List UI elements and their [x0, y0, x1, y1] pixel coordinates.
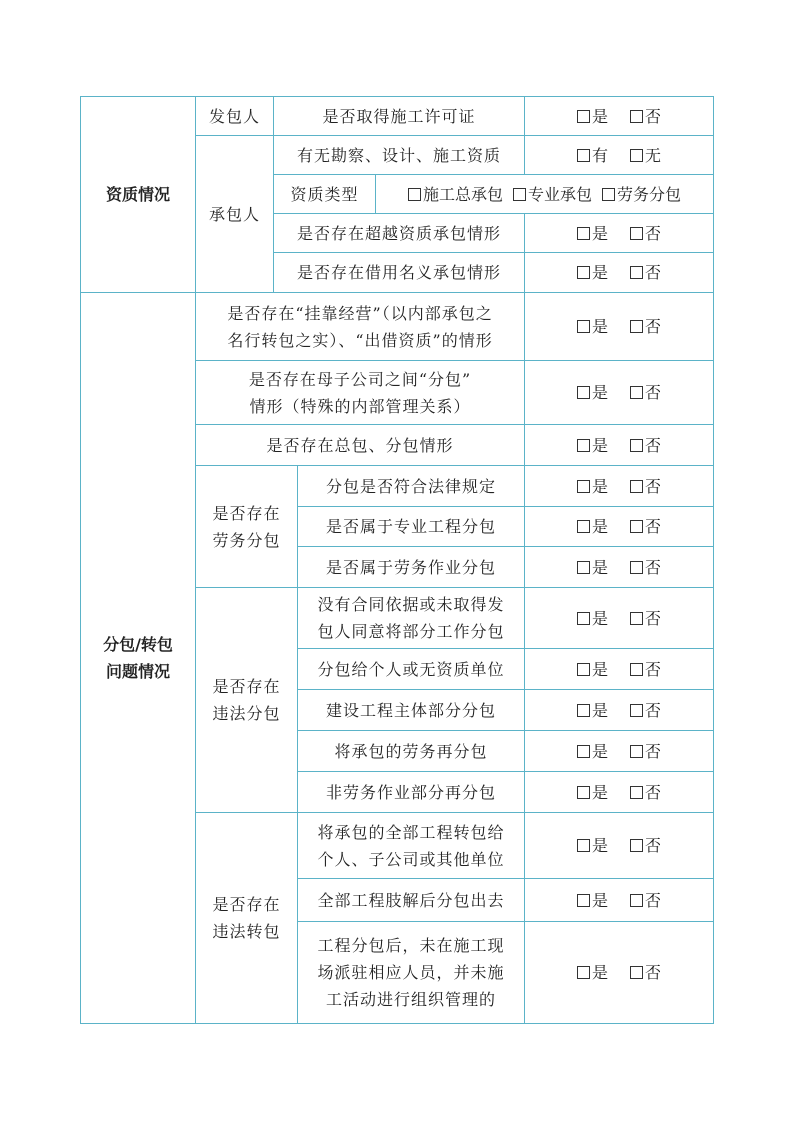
option-yes[interactable]: 是: [577, 959, 608, 986]
exceed-qualification-options: [525, 214, 714, 253]
checkbox[interactable]: [577, 320, 590, 333]
option-no[interactable]: 否: [630, 779, 661, 806]
checkbox[interactable]: [630, 704, 643, 717]
option-no[interactable]: 否: [630, 103, 661, 130]
option-no[interactable]: 否: [630, 738, 661, 765]
option-no[interactable]: 否: [630, 513, 661, 540]
labour-subcontract-label: 是否存在 劳务分包: [196, 466, 298, 588]
checkbox[interactable]: [630, 839, 643, 852]
option-no[interactable]: 否: [630, 432, 661, 459]
option-yes[interactable]: 是: [577, 379, 608, 406]
checkbox[interactable]: [630, 612, 643, 625]
parent-subsidiary-question: 是否存在母子公司之间“分包” 情形（特殊的内部管理关系）: [196, 361, 525, 425]
qualification-type-options: [376, 175, 714, 214]
option-no[interactable]: 否: [630, 379, 661, 406]
labour-item-labour-options: [525, 547, 714, 588]
checkbox[interactable]: [577, 894, 590, 907]
checkbox[interactable]: [630, 745, 643, 758]
checkbox[interactable]: [577, 786, 590, 799]
contractor-survey-options: [525, 136, 714, 175]
general-subcontract-question: 是否存在总包、分包情形: [196, 425, 525, 466]
contractor-survey-question: 有无勘察、设计、施工资质: [274, 136, 525, 175]
option-yes[interactable]: 是: [577, 656, 608, 683]
checkbox[interactable]: [630, 561, 643, 574]
illegal-transfer-label: 是否存在 违法转包: [196, 813, 298, 1024]
option-no[interactable]: 否: [630, 832, 661, 859]
option-yes[interactable]: 是: [577, 738, 608, 765]
section-qualification: 资质情况: [81, 97, 196, 293]
option-no[interactable]: 否: [630, 887, 661, 914]
illegal-transfer-item-dismember: 全部工程肢解后分包出去: [298, 879, 525, 922]
parent-subsidiary-options: [525, 361, 714, 425]
illegal-sub-item-non-labour-resub: 非劳务作业部分再分包: [298, 772, 525, 813]
option-general-contracting[interactable]: 施工总承包: [408, 181, 503, 208]
option-yes[interactable]: 是: [577, 779, 608, 806]
checkbox[interactable]: [577, 439, 590, 452]
option-yes[interactable]: 是: [577, 887, 608, 914]
illegal-transfer-item-whole: 将承包的全部工程转包给 个人、子公司或其他单位: [298, 813, 525, 879]
option-no[interactable]: 否: [630, 313, 661, 340]
checkbox[interactable]: [577, 966, 590, 979]
option-no[interactable]: 否: [630, 473, 661, 500]
option-yes[interactable]: 是: [577, 432, 608, 459]
qualification-type-label: 资质类型: [274, 175, 376, 214]
exceed-qualification-question: 是否存在超越资质承包情形: [274, 214, 525, 253]
checkbox[interactable]: [577, 227, 590, 240]
option-none[interactable]: 无: [630, 142, 661, 169]
checkbox[interactable]: [630, 386, 643, 399]
illegal-sub-item-individual-options: [525, 649, 714, 690]
qualification-form-table: [80, 96, 714, 1024]
checkbox[interactable]: [577, 561, 590, 574]
checkbox[interactable]: [577, 704, 590, 717]
checkbox[interactable]: [577, 386, 590, 399]
option-yes[interactable]: 是: [577, 697, 608, 724]
illegal-subcontract-label: 是否存在 违法分包: [196, 588, 298, 813]
checkbox[interactable]: [630, 786, 643, 799]
illegal-sub-item-labour-resub-options: [525, 731, 714, 772]
checkbox[interactable]: [577, 480, 590, 493]
option-yes[interactable]: 是: [577, 513, 608, 540]
illegal-transfer-item-whole-options: [525, 813, 714, 879]
option-yes[interactable]: 是: [577, 259, 608, 286]
checkbox[interactable]: [577, 266, 590, 279]
checkbox[interactable]: [630, 320, 643, 333]
labour-item-legal: 分包是否符合法律规定: [298, 466, 525, 507]
borrow-name-options: [525, 253, 714, 293]
checkbox[interactable]: [577, 520, 590, 533]
option-labour-subcontracting[interactable]: 劳务分包: [602, 181, 681, 208]
option-yes[interactable]: 是: [577, 220, 608, 247]
option-no[interactable]: 否: [630, 554, 661, 581]
checkbox[interactable]: [577, 839, 590, 852]
employer-label: 发包人: [196, 97, 274, 136]
labour-item-labour: 是否属于劳务作业分包: [298, 547, 525, 588]
checkbox[interactable]: [602, 188, 615, 201]
section-subcontract: 分包/转包 问题情况: [81, 293, 196, 1024]
checkbox[interactable]: [630, 520, 643, 533]
option-specialty-contracting[interactable]: 专业承包: [513, 181, 592, 208]
checkbox[interactable]: [630, 266, 643, 279]
illegal-transfer-item-no-staff-options: [525, 922, 714, 1024]
illegal-sub-item-labour-resub: 将承包的劳务再分包: [298, 731, 525, 772]
checkbox[interactable]: [408, 188, 421, 201]
option-no[interactable]: 否: [630, 605, 661, 632]
illegal-sub-item-main-structure-options: [525, 690, 714, 731]
checkbox[interactable]: [630, 966, 643, 979]
employer-permit-question: 是否取得施工许可证: [274, 97, 525, 136]
option-yes[interactable]: 是: [577, 832, 608, 859]
option-yes[interactable]: 是: [577, 473, 608, 500]
option-no[interactable]: 否: [630, 959, 661, 986]
checkbox[interactable]: [630, 663, 643, 676]
illegal-sub-item-no-contract-options: [525, 588, 714, 649]
option-no[interactable]: 否: [630, 220, 661, 247]
option-yes[interactable]: 是: [577, 313, 608, 340]
borrow-name-question: 是否存在借用名义承包情形: [274, 253, 525, 293]
labour-item-specialty-options: [525, 507, 714, 547]
option-have[interactable]: 有: [577, 142, 608, 169]
affiliate-options: [525, 293, 714, 361]
option-yes[interactable]: 是: [577, 103, 608, 130]
checkbox[interactable]: [630, 894, 643, 907]
checkbox[interactable]: [577, 612, 590, 625]
illegal-sub-item-main-structure: 建设工程主体部分分包: [298, 690, 525, 731]
checkbox[interactable]: [577, 149, 590, 162]
checkbox[interactable]: [513, 188, 526, 201]
employer-permit-options: [525, 97, 714, 136]
illegal-transfer-item-no-staff: 工程分包后，未在施工现 场派驻相应人员，并未施 工活动进行组织管理的: [298, 922, 525, 1024]
labour-item-legal-options: [525, 466, 714, 507]
checkbox[interactable]: [630, 480, 643, 493]
illegal-sub-item-non-labour-resub-options: [525, 772, 714, 813]
checkbox[interactable]: [630, 110, 643, 123]
illegal-sub-item-individual: 分包给个人或无资质单位: [298, 649, 525, 690]
illegal-sub-item-no-contract: 没有合同依据或未取得发 包人同意将部分工作分包: [298, 588, 525, 649]
option-yes[interactable]: 是: [577, 605, 608, 632]
option-no[interactable]: 否: [630, 697, 661, 724]
affiliate-question: 是否存在“挂靠经营”（以内部承包之 名行转包之实）、“出借资质”的情形: [196, 293, 525, 361]
checkbox[interactable]: [630, 149, 643, 162]
illegal-transfer-item-dismember-options: [525, 879, 714, 922]
option-yes[interactable]: 是: [577, 554, 608, 581]
option-no[interactable]: 否: [630, 259, 661, 286]
checkbox[interactable]: [577, 110, 590, 123]
contractor-label: 承包人: [196, 136, 274, 293]
option-no[interactable]: 否: [630, 656, 661, 683]
checkbox[interactable]: [630, 439, 643, 452]
checkbox[interactable]: [577, 663, 590, 676]
checkbox[interactable]: [577, 745, 590, 758]
checkbox[interactable]: [630, 227, 643, 240]
general-subcontract-options: [525, 425, 714, 466]
labour-item-specialty: 是否属于专业工程分包: [298, 507, 525, 547]
